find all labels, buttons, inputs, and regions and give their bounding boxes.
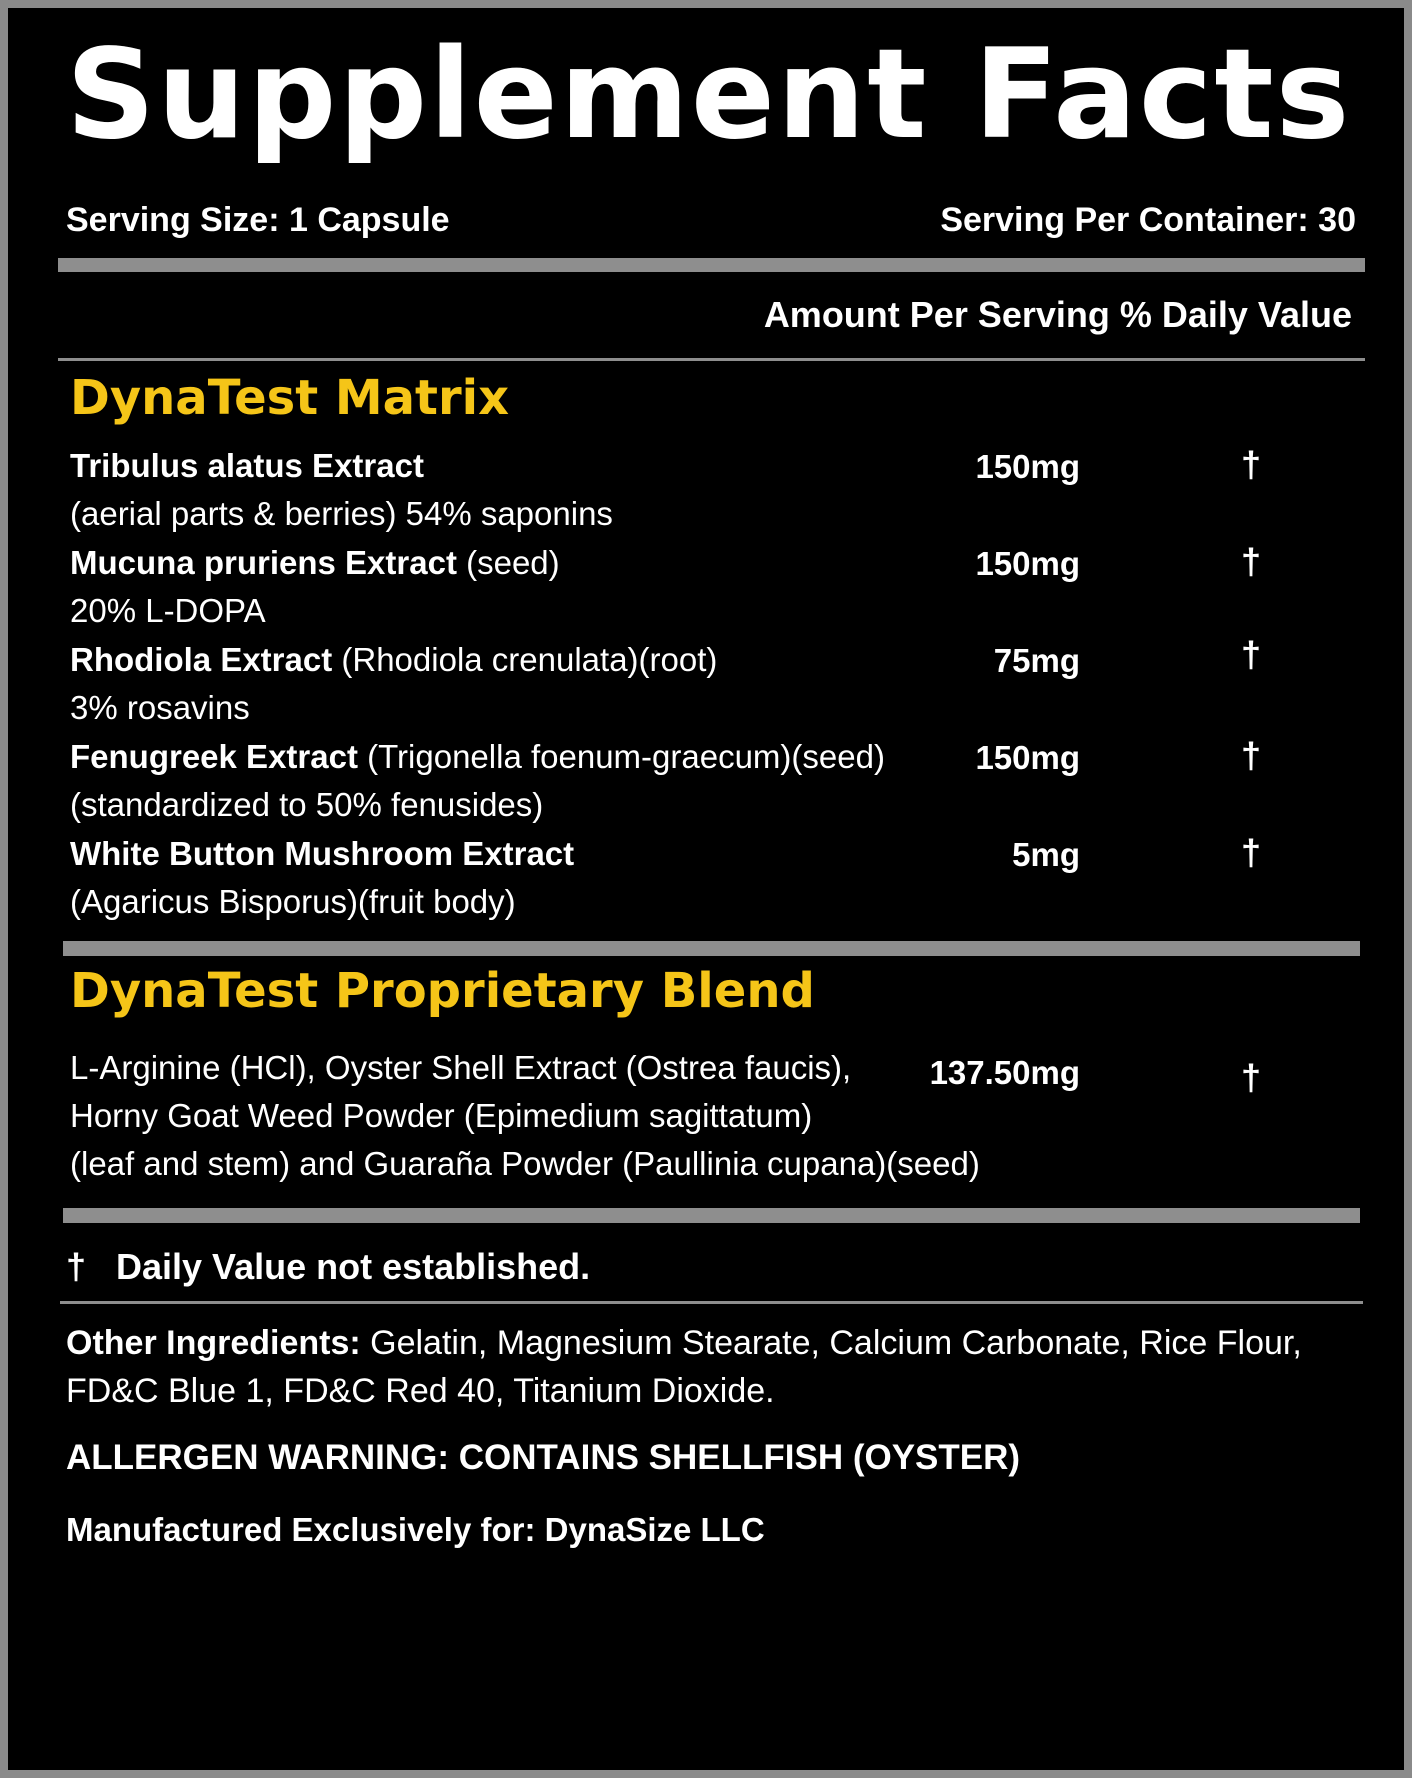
ingredient-detail: 20% L-DOPA bbox=[70, 592, 266, 629]
ingredient-amount: 150mg bbox=[975, 545, 1080, 582]
blend-heading: DynaTest Proprietary Blend bbox=[70, 963, 815, 1019]
daily-value-dagger: † bbox=[1241, 1057, 1262, 1098]
ingredient-amount: 150mg bbox=[975, 739, 1080, 776]
blend-line: L-Arginine (HCl), Oyster Shell Extract (Ostrea faucis), bbox=[70, 1049, 852, 1086]
blend-line: (leaf and stem) and Guaraña Powder (Paullinia cupana)(seed) bbox=[70, 1145, 980, 1182]
blend-line: Horny Goat Weed Powder (Epimedium sagittatum) bbox=[70, 1097, 813, 1134]
footnote-dagger: † bbox=[66, 1246, 87, 1287]
daily-value-dagger: † bbox=[1241, 832, 1262, 873]
ingredient-name: Mucuna pruriens Extract (seed) bbox=[70, 544, 560, 581]
ingredient-name: Fenugreek Extract (Trigonella foenum-graecum)(seed) bbox=[70, 738, 885, 775]
footnote-text: Daily Value not established. bbox=[116, 1246, 591, 1287]
ingredient-detail: (Agaricus Bisporus)(fruit body) bbox=[70, 883, 516, 920]
ingredient-detail: 3% rosavins bbox=[70, 689, 250, 726]
daily-value-dagger: † bbox=[1241, 735, 1262, 776]
servings-per-container: Serving Per Container: 30 bbox=[940, 201, 1356, 239]
daily-value-dagger: † bbox=[1241, 634, 1262, 675]
column-header: Amount Per Serving % Daily Value bbox=[763, 294, 1352, 335]
ingredient-name: White Button Mushroom Extract bbox=[70, 835, 575, 872]
allergen-warning: ALLERGEN WARNING: CONTAINS SHELLFISH (OYSTER) bbox=[66, 1438, 1021, 1477]
other-ingredients-line2: FD&C Blue 1, FD&C Red 40, Titanium Dioxide. bbox=[66, 1372, 775, 1410]
daily-value-dagger: † bbox=[1241, 541, 1262, 582]
divider-thin-footnote bbox=[60, 1301, 1363, 1304]
ingredient-detail: (standardized to 50% fenusides) bbox=[70, 786, 544, 823]
other-ingredients-label: Other Ingredients: bbox=[66, 1324, 361, 1362]
panel-title: Supplement Facts bbox=[66, 23, 1352, 167]
ingredient-amount: 150mg bbox=[975, 448, 1080, 485]
ingredient-amount: 5mg bbox=[1012, 836, 1080, 873]
ingredient-name: Rhodiola Extract (Rhodiola crenulata)(root) bbox=[70, 641, 718, 678]
divider-thick-top bbox=[58, 258, 1365, 272]
ingredient-name: Tribulus alatus Extract bbox=[70, 447, 424, 484]
manufacturer: Manufactured Exclusively for: DynaSize LLC bbox=[66, 1511, 765, 1548]
blend-amount: 137.50mg bbox=[929, 1054, 1080, 1091]
divider-thin-header bbox=[58, 358, 1365, 361]
ingredient-amount: 75mg bbox=[993, 642, 1080, 679]
divider-thick-blend bbox=[63, 1208, 1360, 1223]
other-ingredients-line1: Other Ingredients: Gelatin, Magnesium Stearate, Calcium Carbonate, Rice Flour, bbox=[66, 1324, 1302, 1362]
matrix-heading: DynaTest Matrix bbox=[70, 370, 510, 426]
daily-value-dagger: † bbox=[1241, 444, 1262, 485]
divider-thick-matrix bbox=[63, 941, 1360, 956]
ingredient-detail: (aerial parts & berries) 54% saponins bbox=[70, 495, 613, 532]
serving-size: Serving Size: 1 Capsule bbox=[66, 201, 450, 239]
